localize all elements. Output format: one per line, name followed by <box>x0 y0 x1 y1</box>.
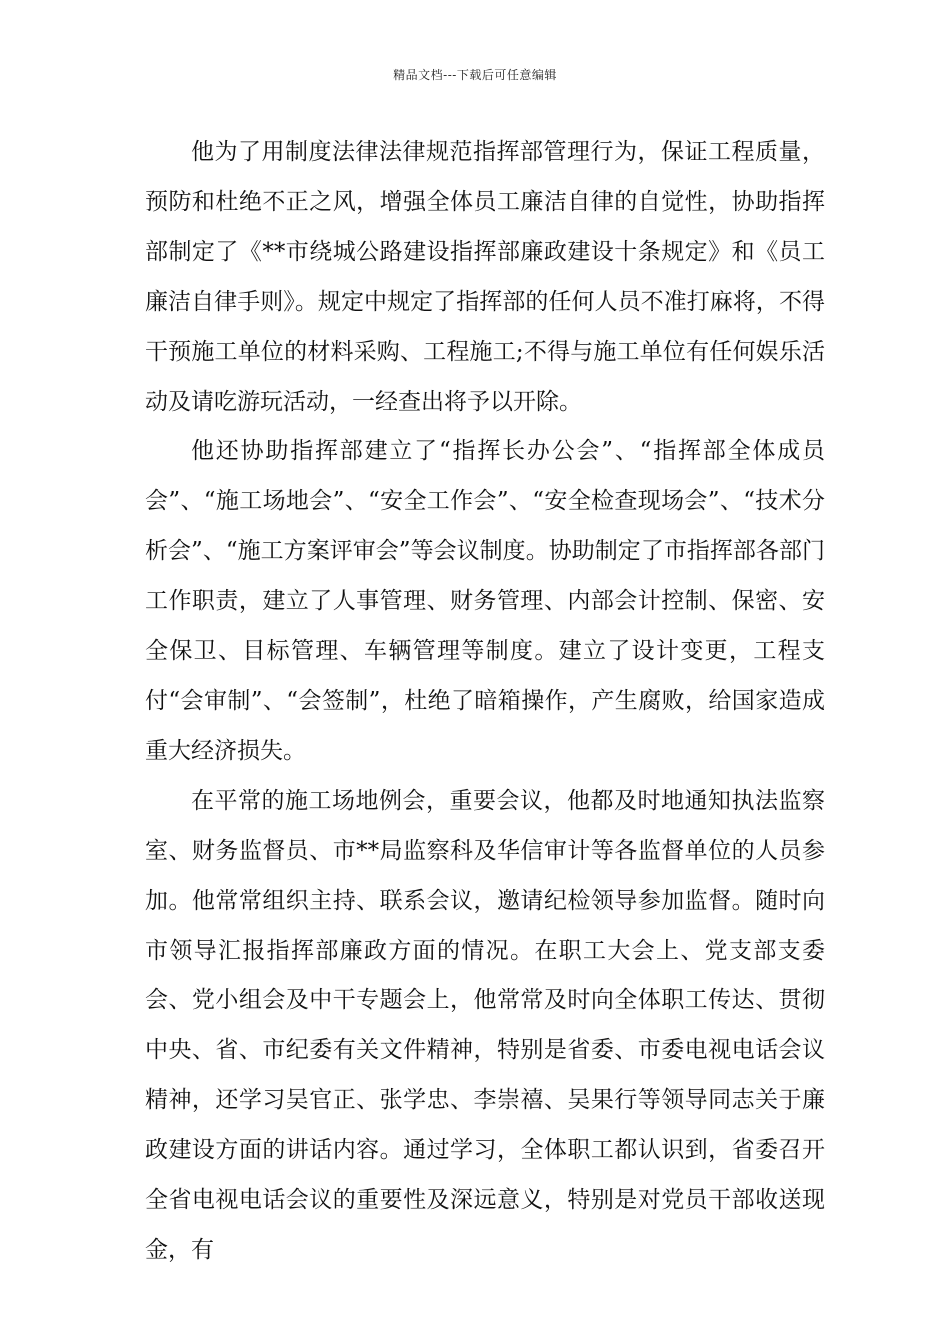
page-header: 精品文档---下载后可任意编辑 <box>393 68 557 82</box>
document-body <box>145 128 825 1276</box>
paragraph-1: 他为了用制度法律法律规范指挥部管理行为，保证工程质量，预防和杜绝不正之风，增强全体员工廉洁自律的自觉性，协助指挥部制定了《**市绕城公路建设指挥部廉政建设十条规定》和《员工廉洁自律手则》。规定中规定了指挥部的任何人员不准打麻将，不得干预施工单位的材料采购、工程施工;不得与施工单位有任何娱乐活动及请吃游玩活动，一经查出将予以开除。 <box>145 139 825 415</box>
paragraph-2: 他还协助指挥部建立了“指挥长办公会”、“指挥部全体成员会”、“施工场地会”、“安全工作会”、“安全检查现场会”、“技术分析会”、“施工方案评审会”等会议制度。协助制定了市指挥部各部门工作职责，建立了人事管理、财务管理、内部会计控制、保密、安全保卫、目标管理、车辆管理等制度。建立了设计变更，工程支付“会审制”、“会签制”，杜绝了暗箱操作，产生腐败，给国家造成重大经济损失。 <box>145 438 825 764</box>
paragraph-3: 在平常的施工场地例会，重要会议，他都及时地通知执法监察室、财务监督员、市**局监察科及华信审计等各监督单位的人员参加。他常常组织主持、联系会议，邀请纪检领导参加监督。随时向市领导汇报指挥部廉政方面的情况。在职工大会上、党支部支委会、党小组会及中干专题会上，他常常及时向全体职工传达、贯彻中央、省、市纪委有关文件精神，特别是省委、市委电视电话会议精神，还学习吴官正、张学忠、李崇禧、吴果行等领导同志关于廉政建设方面的讲话内容。通过学习，全体职工都认识到，省委召开全省电视电话会议的重要性及深远意义，特别是对党员干部收送现金，有 <box>145 787 825 1263</box>
